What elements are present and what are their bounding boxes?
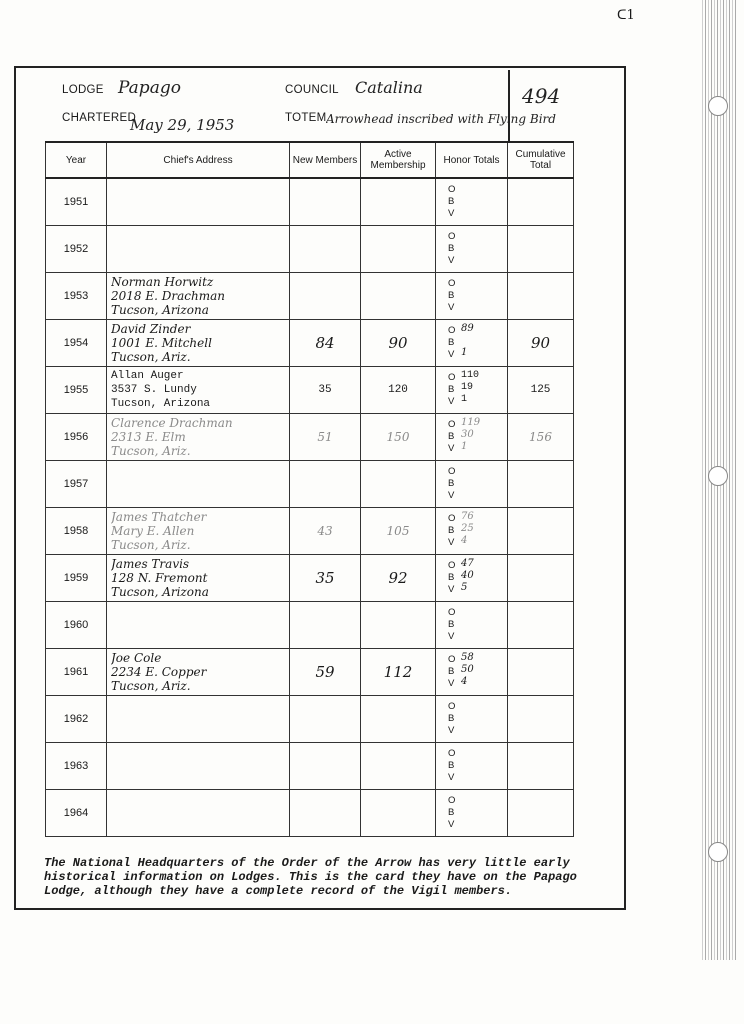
honor-value: 119	[461, 417, 481, 428]
honor-value: 110	[461, 370, 480, 381]
active-membership-cell	[361, 696, 436, 743]
active-membership-cell	[361, 273, 436, 320]
cumulative-total-cell	[508, 602, 574, 649]
honor-letter: B	[448, 619, 455, 630]
totem-value: Arrowhead inscribed with Flying Bird	[326, 112, 556, 126]
honor-letter: V	[448, 584, 455, 595]
honor-letter: O	[448, 513, 456, 524]
year-cell: 1962	[46, 696, 107, 743]
honor-letter: B	[448, 196, 455, 207]
honor-letter: B	[448, 525, 455, 536]
address-line: Mary E. Allen	[111, 524, 195, 538]
table-row	[46, 414, 574, 461]
lodge-number-box	[508, 70, 574, 142]
lodge-history-table	[45, 141, 574, 837]
address-line: Allan Auger	[111, 370, 184, 382]
honor-value: 19	[461, 382, 474, 393]
chief-address-cell	[107, 555, 290, 602]
table-row	[46, 649, 574, 696]
honor-totals-cell	[436, 649, 508, 696]
address-line: 1001 E. Mitchell	[111, 336, 212, 350]
year-cell: 1953	[46, 273, 107, 320]
table-row	[46, 602, 574, 649]
honor-letter: O	[448, 654, 456, 665]
column-header: New Members	[290, 142, 361, 178]
table-row	[46, 555, 574, 602]
year-cell: 1960	[46, 602, 107, 649]
cumulative-total-cell	[508, 743, 574, 790]
new-members-cell	[290, 790, 361, 837]
active-membership-cell	[361, 602, 436, 649]
chief-address-cell	[107, 273, 290, 320]
honor-letter: O	[448, 607, 456, 618]
column-header: Cumulative Total	[508, 142, 574, 178]
year-cell: 1956	[46, 414, 107, 461]
address-line: Tucson, Ariz.	[111, 679, 191, 693]
honor-letter: B	[448, 243, 455, 254]
honor-letter: V	[448, 302, 455, 313]
honor-letter: O	[448, 419, 456, 430]
table-row	[46, 226, 574, 273]
year-cell: 1952	[46, 226, 107, 273]
new-members-cell: 59	[290, 649, 361, 696]
address-line: Tucson, Ariz.	[111, 444, 191, 458]
honor-letter: O	[448, 560, 456, 571]
table-row	[46, 508, 574, 555]
honor-value: 30	[461, 429, 474, 440]
honor-letter: O	[448, 795, 456, 806]
table-row	[46, 178, 574, 226]
binder-hole	[708, 842, 728, 862]
address-line: Joe Cole	[111, 651, 162, 665]
council-value: Catalina	[355, 78, 423, 97]
year-cell: 1964	[46, 790, 107, 837]
chief-address-cell	[107, 178, 290, 226]
chief-address-cell	[107, 461, 290, 508]
cumulative-total-cell	[508, 555, 574, 602]
honor-letter: O	[448, 278, 456, 289]
table-row	[46, 461, 574, 508]
chief-address-cell	[107, 367, 290, 414]
honor-letter: B	[448, 713, 455, 724]
honor-totals-cell	[436, 508, 508, 555]
lodge-number: 494	[522, 84, 561, 108]
honor-totals-cell	[436, 602, 508, 649]
chief-address-cell	[107, 226, 290, 273]
honor-letter: O	[448, 748, 456, 759]
council-label: COUNCIL	[285, 84, 339, 96]
active-membership-cell: 120	[361, 367, 436, 414]
cumulative-total-cell: 125	[508, 367, 574, 414]
honor-letter: O	[448, 231, 456, 242]
honor-value	[461, 335, 474, 347]
page-number: ᑕ1	[617, 8, 635, 23]
column-header: Honor Totals	[436, 142, 508, 178]
footnote: The National Headquarters of the Order of the Arrow has very little early historical information on Lodges. This is the card they have on the Papago Lodge, although they have a complete record of the Vigil members.	[44, 856, 577, 898]
honor-letter: O	[448, 701, 456, 712]
year-cell: 1957	[46, 461, 107, 508]
new-members-cell	[290, 696, 361, 743]
honor-letter: V	[448, 537, 455, 548]
cumulative-total-cell	[508, 696, 574, 743]
year-cell: 1961	[46, 649, 107, 696]
honor-letter: O	[448, 466, 456, 477]
address-line: 3537 S. Lundy	[111, 384, 197, 396]
year-cell: 1954	[46, 320, 107, 367]
chief-address-cell	[107, 649, 290, 696]
active-membership-cell	[361, 226, 436, 273]
honor-totals-cell	[436, 696, 508, 743]
honor-value: 76	[461, 511, 474, 522]
cumulative-total-cell	[508, 273, 574, 320]
honor-letter: V	[448, 208, 455, 219]
active-membership-cell: 92	[361, 555, 436, 602]
address-line: Clarence Drachman	[111, 416, 233, 430]
honor-value: 58	[461, 652, 474, 663]
year-cell: 1963	[46, 743, 107, 790]
chief-address-cell	[107, 696, 290, 743]
cumulative-total-cell	[508, 226, 574, 273]
new-members-cell: 84	[290, 320, 361, 367]
honor-totals-cell	[436, 461, 508, 508]
address-line: Tucson, Arizona	[111, 398, 211, 410]
active-membership-cell: 150	[361, 414, 436, 461]
honor-letter: B	[448, 807, 455, 818]
new-members-cell	[290, 226, 361, 273]
address-line: 128 N. Fremont	[111, 571, 208, 585]
honor-letter: O	[448, 325, 456, 336]
chief-address-cell	[107, 743, 290, 790]
active-membership-cell	[361, 790, 436, 837]
column-header: Chief's Address	[107, 142, 290, 178]
honor-totals-cell	[436, 555, 508, 602]
cumulative-total-cell	[508, 508, 574, 555]
honor-letter: V	[448, 819, 455, 830]
honor-value: 1	[461, 347, 468, 358]
honor-value: 4	[461, 535, 468, 546]
honor-letter: V	[448, 772, 455, 783]
new-members-cell	[290, 178, 361, 226]
new-members-cell: 51	[290, 414, 361, 461]
honor-letter: V	[448, 490, 455, 501]
binder-hole	[708, 96, 728, 116]
active-membership-cell	[361, 461, 436, 508]
lodge-value: Papago	[118, 78, 181, 98]
table-row	[46, 696, 574, 743]
address-line: Tucson, Ariz.	[111, 538, 191, 552]
honor-letter: O	[448, 372, 456, 383]
honor-value: 1	[461, 394, 468, 405]
column-header: Active Membership	[361, 142, 436, 178]
chief-address-cell	[107, 790, 290, 837]
new-members-cell: 35	[290, 555, 361, 602]
address-line: Tucson, Arizona	[111, 303, 209, 317]
table-row	[46, 790, 574, 837]
honor-letter: B	[448, 290, 455, 301]
lodge-label: LODGE	[62, 84, 104, 96]
honor-totals-cell	[436, 790, 508, 837]
honor-totals-cell	[436, 367, 508, 414]
active-membership-cell: 105	[361, 508, 436, 555]
active-membership-cell: 112	[361, 649, 436, 696]
honor-value: 1	[461, 441, 468, 452]
cumulative-total-cell	[508, 649, 574, 696]
honor-letter: B	[448, 337, 455, 348]
honor-letter: O	[448, 184, 456, 195]
honor-value: 89	[461, 323, 474, 334]
binder-hole	[708, 466, 728, 486]
chief-address-cell	[107, 602, 290, 649]
totem-label: TOTEM	[285, 112, 327, 124]
chief-address-cell	[107, 414, 290, 461]
year-cell: 1951	[46, 178, 107, 226]
new-members-cell	[290, 273, 361, 320]
address-line: 2234 E. Copper	[111, 665, 207, 679]
honor-letter: V	[448, 725, 455, 736]
honor-letter: B	[448, 760, 455, 771]
card-bottom-rule	[14, 908, 626, 910]
honor-letter: B	[448, 478, 455, 489]
honor-letter: B	[448, 431, 455, 442]
year-cell: 1958	[46, 508, 107, 555]
honor-letter: B	[448, 572, 455, 583]
honor-totals-cell	[436, 414, 508, 461]
address-line: Tucson, Ariz.	[111, 350, 191, 364]
honor-letter: V	[448, 631, 455, 642]
honor-letter: B	[448, 666, 455, 677]
address-line: 2018 E. Drachman	[111, 289, 225, 303]
honor-value: 47	[461, 558, 474, 569]
cumulative-total-cell: 90	[508, 320, 574, 367]
new-members-cell: 43	[290, 508, 361, 555]
honor-totals-cell	[436, 273, 508, 320]
honor-letter: V	[448, 396, 455, 407]
chief-address-cell	[107, 320, 290, 367]
honor-totals-cell	[436, 226, 508, 273]
cumulative-total-cell	[508, 461, 574, 508]
table-row	[46, 320, 574, 367]
chartered-label: CHARTERED	[62, 112, 137, 124]
active-membership-cell	[361, 178, 436, 226]
address-line: David Zinder	[111, 322, 191, 336]
new-members-cell	[290, 602, 361, 649]
year-cell: 1955	[46, 367, 107, 414]
honor-value: 25	[461, 523, 474, 534]
column-header: Year	[46, 142, 107, 178]
honor-value: 40	[461, 570, 474, 581]
honor-value: 5	[461, 582, 468, 593]
table-row	[46, 743, 574, 790]
honor-letter: V	[448, 255, 455, 266]
table-row	[46, 273, 574, 320]
address-line: James Travis	[111, 557, 190, 571]
year-cell: 1959	[46, 555, 107, 602]
honor-totals-cell	[436, 178, 508, 226]
new-members-cell: 35	[290, 367, 361, 414]
address-line: Norman Horwitz	[111, 275, 214, 289]
table-row	[46, 367, 574, 414]
address-line: Tucson, Arizona	[111, 585, 209, 599]
honor-letter: V	[448, 443, 455, 454]
honor-totals-cell	[436, 320, 508, 367]
new-members-cell	[290, 461, 361, 508]
cumulative-total-cell	[508, 178, 574, 226]
honor-value: 50	[461, 664, 474, 675]
active-membership-cell: 90	[361, 320, 436, 367]
address-line: 2313 E. Elm	[111, 430, 186, 444]
honor-letter: V	[448, 678, 455, 689]
chief-address-cell	[107, 508, 290, 555]
active-membership-cell	[361, 743, 436, 790]
cumulative-total-cell	[508, 790, 574, 837]
honor-value: 4	[461, 676, 468, 687]
honor-totals-cell	[436, 743, 508, 790]
cumulative-total-cell: 156	[508, 414, 574, 461]
honor-letter: B	[448, 384, 455, 395]
new-members-cell	[290, 743, 361, 790]
chartered-value: May 29, 1953	[130, 116, 235, 134]
address-line: James Thatcher	[111, 510, 207, 524]
honor-letter: V	[448, 349, 455, 360]
